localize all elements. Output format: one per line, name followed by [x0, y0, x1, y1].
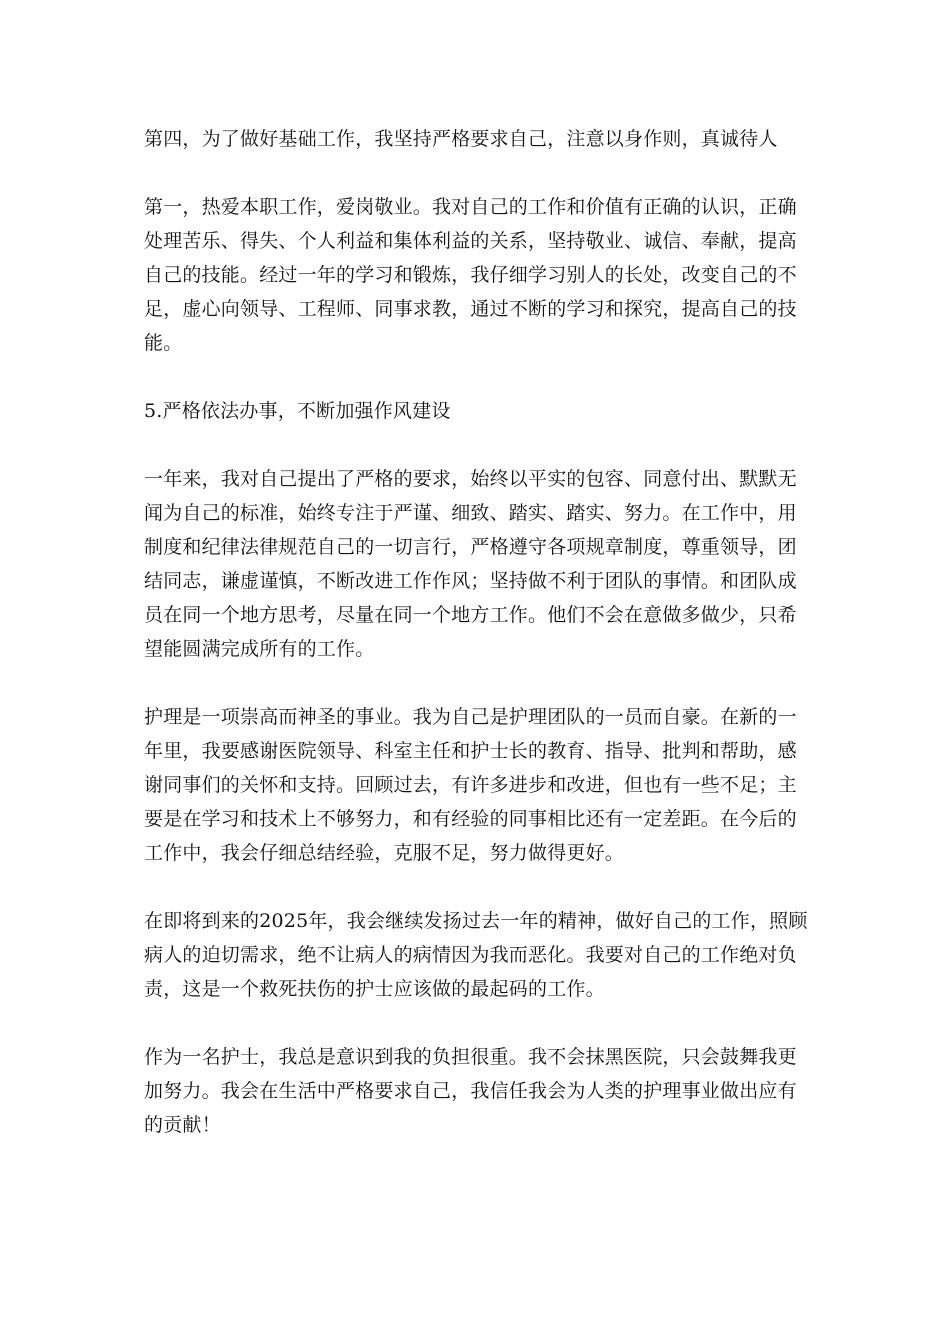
text-line: 自己的技能。经过一年的学习和锻炼，我仔细学习别人的长处，改变自己的不 [144, 264, 797, 286]
text-line: 一年来，我对自己提出了严格的要求，始终以平实的包容、同意付出、默默无 [144, 468, 797, 490]
text-line: 谢同事们的关怀和支持。回顾过去，有许多进步和改进，但也有一些不足；主 [144, 774, 797, 796]
text-line: 工作中，我会仔细总结经验，克服不足，努力做得更好。 [144, 842, 625, 864]
document-body [144, 122, 808, 1142]
text-line: 5.严格依法办事，不断加强作风建设 [144, 400, 451, 422]
paragraph-2 [144, 190, 808, 360]
paragraph-6 [144, 904, 808, 1006]
paragraph-3 [144, 394, 808, 428]
text-line: 处理苦乐、得失、个人利益和集体利益的关系，坚持敬业、诚信、奉献，提高 [144, 230, 797, 252]
text-line: 第一，热爱本职工作，爱岗敬业。我对自己的工作和价值有正确的认识，正确 [144, 196, 797, 218]
text-line: 年里，我要感谢医院领导、科室主任和护士长的教育、指导、批判和帮助，感 [144, 740, 797, 762]
text-line: 护理是一项崇高而神圣的事业。我为自己是护理团队的一员而自豪。在新的一 [144, 706, 797, 728]
text-line: 能。 [144, 332, 183, 354]
text-line: 在即将到来的2025年，我会继续发扬过去一年的精神，做好自己的工作，照顾 [144, 910, 808, 932]
text-line: 制度和纪律法律规范自己的一切言行，严格遵守各项规章制度，尊重领导，团 [144, 536, 797, 558]
text-line: 责，这是一个救死扶伤的护士应该做的最起码的工作。 [144, 978, 605, 1000]
text-line: 结同志，谦虚谨慎，不断改进工作作风；坚持做不利于团队的事情。和团队成 [144, 570, 797, 592]
paragraph-gap [144, 156, 808, 190]
text-line: 作为一名护士，我总是意识到我的负担很重。我不会抹黑医院，只会鼓舞我更 [144, 1046, 797, 1068]
text-line: 闻为自己的标准，始终专注于严谨、细致、踏实、踏实、努力。在工作中，用 [144, 502, 797, 524]
text-line: 的贡献！ [144, 1114, 221, 1136]
text-line: 望能圆满完成所有的工作。 [144, 638, 375, 660]
text-line: 要是在学习和技术上不够努力，和有经验的同事相比还有一定差距。在今后的 [144, 808, 797, 830]
text-line: 加努力。我会在生活中严格要求自己，我信任我会为人类的护理事业做出应有 [144, 1080, 797, 1102]
paragraph-4 [144, 462, 808, 666]
text-line: 员在同一个地方思考，尽量在同一个地方工作。他们不会在意做多做少，只希 [144, 604, 797, 626]
paragraph-gap [144, 666, 808, 700]
paragraph-gap [144, 360, 808, 394]
paragraph-5 [144, 700, 808, 870]
text-line: 足，虚心向领导、工程师、同事求教，通过不断的学习和探究，提高自己的技 [144, 298, 797, 320]
paragraph-gap [144, 1006, 808, 1040]
text-line: 病人的迫切需求，绝不让病人的病情因为我而恶化。我要对自己的工作绝对负 [144, 944, 797, 966]
paragraph-1 [144, 122, 808, 156]
paragraph-gap [144, 428, 808, 462]
paragraph-gap [144, 870, 808, 904]
paragraph-7 [144, 1040, 808, 1142]
text-line: 第四，为了做好基础工作，我坚持严格要求自己，注意以身作则，真诚待人 [144, 128, 778, 150]
